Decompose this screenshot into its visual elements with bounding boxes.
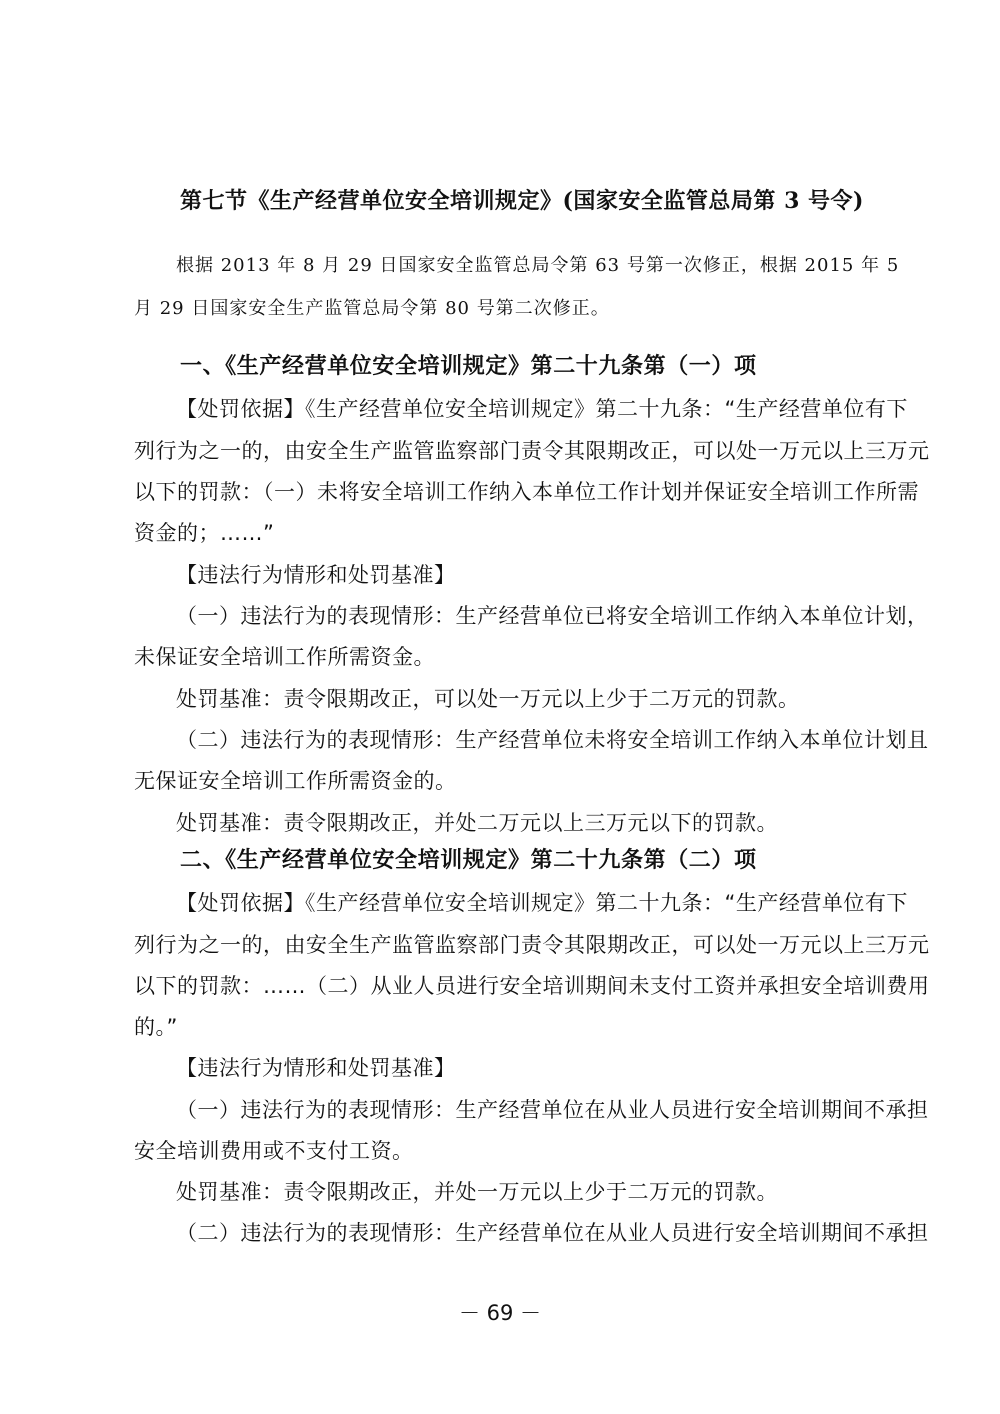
item-2-case-1-line-2: 安全培训费用或不支付工资。 <box>134 1139 414 1163</box>
page-number: － 69 － <box>458 1301 542 1325</box>
item-1-penalty-1: 处罚基准：责令限期改正，可以处一万元以上少于二万元的罚款。 <box>176 687 800 711</box>
revision-note-line-2: 月 29 日国家安全生产监管总局令第 80 号第二次修正。 <box>134 298 610 319</box>
item-1-penalty-2: 处罚基准：责令限期改正，并处二万元以上三万元以下的罚款。 <box>176 811 778 835</box>
item-2-case-2-line-1: （二）违法行为的表现情形：生产经营单位在从业人员进行安全培训期间不承担 <box>176 1221 929 1245</box>
section-title: 第七节《生产经营单位安全培训规定》(国家安全监管总局第 3 号令) <box>180 188 864 214</box>
item-1-case-1-line-1: （一）违法行为的表现情形：生产经营单位已将安全培训工作纳入本单位计划， <box>176 604 929 628</box>
item-1-basis-line-4: 资金的；……” <box>134 521 275 545</box>
item-1-basis-line-2: 列行为之一的，由安全生产监管监察部门责令其限期改正，可以处一万元以上三万元 <box>134 439 930 463</box>
item-1-case-1-line-2: 未保证安全培训工作所需资金。 <box>134 645 435 669</box>
item-2-basis-line-2: 列行为之一的，由安全生产监管监察部门责令其限期改正，可以处一万元以上三万元 <box>134 933 930 957</box>
item-2-heading: 二、《生产经营单位安全培训规定》第二十九条第（二）项 <box>180 847 757 873</box>
item-1-basis-line-3: 以下的罚款：（一）未将安全培训工作纳入本单位工作计划并保证安全培训工作所需 <box>134 480 919 504</box>
item-2-criteria-heading: 【违法行为情形和处罚基准】 <box>176 1056 456 1080</box>
item-1-heading: 一、《生产经营单位安全培训规定》第二十九条第（一）项 <box>180 353 757 379</box>
item-2-basis-line-3: 以下的罚款：……（二）从业人员进行安全培训期间未支付工资并承担安全培训费用 <box>134 974 930 998</box>
item-2-case-1-line-1: （一）违法行为的表现情形：生产经营单位在从业人员进行安全培训期间不承担 <box>176 1098 929 1122</box>
item-1-case-2-line-1: （二）违法行为的表现情形：生产经营单位未将安全培训工作纳入本单位计划且 <box>176 728 929 752</box>
revision-note-line-1: 根据 2013 年 8 月 29 日国家安全监管总局令第 63 号第一次修正，根据 2015 年 5 <box>176 255 900 276</box>
item-1-criteria-heading: 【违法行为情形和处罚基准】 <box>176 563 456 587</box>
item-1-case-2-line-2: 无保证安全培训工作所需资金的。 <box>134 769 457 793</box>
item-2-penalty-1: 处罚基准：责令限期改正，并处一万元以上少于二万元的罚款。 <box>176 1180 778 1204</box>
item-1-basis-line-1: 【处罚依据】《生产经营单位安全培训规定》第二十九条：“生产经营单位有下 <box>176 397 908 421</box>
item-2-basis-line-1: 【处罚依据】《生产经营单位安全培训规定》第二十九条：“生产经营单位有下 <box>176 891 908 915</box>
item-2-basis-line-4: 的。” <box>134 1015 178 1039</box>
